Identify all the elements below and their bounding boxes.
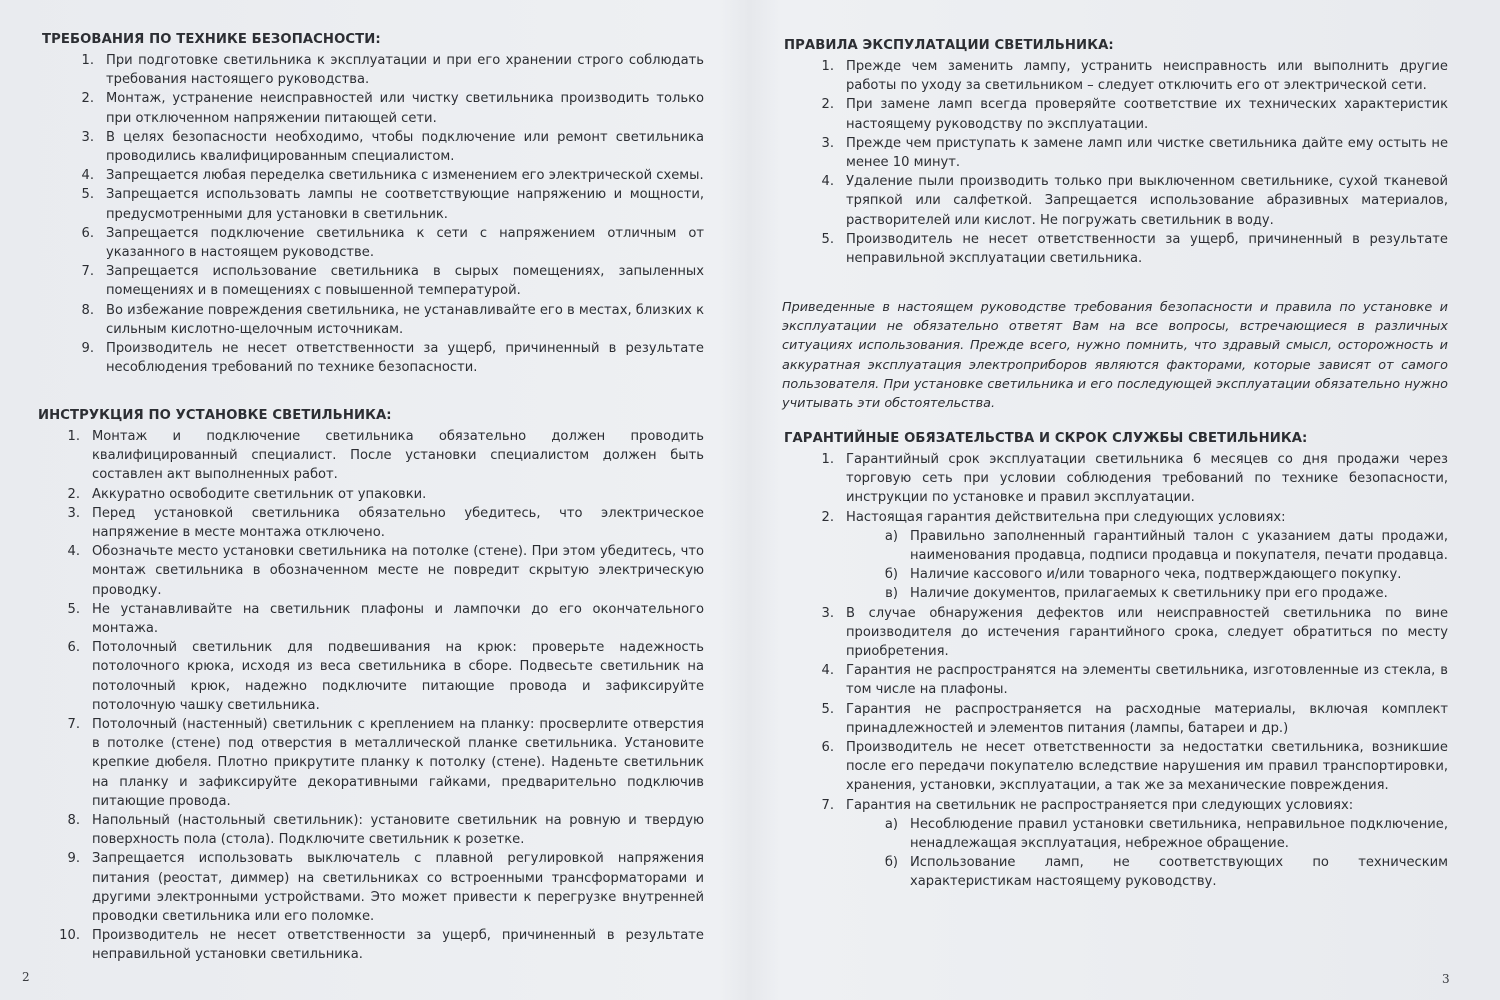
installation-item [36, 504, 704, 542]
warranty-exclusion-item [782, 853, 1448, 891]
list-item-text: Монтаж, устранение неисправностей или чистку светильника производить только при отключенном напряжении питающей сети. [106, 91, 704, 126]
safety-item [36, 224, 704, 262]
warranty-sub-list [782, 527, 1448, 604]
operation-list [782, 57, 1448, 268]
list-item-number: 5. [821, 701, 834, 717]
list-item-number: 5. [81, 187, 94, 203]
list-item-text: Потолочный светильник для подвешивания на крюк: проверьте надежность потолочного крюка, исходя из веса светильника в сборе. Подвесьте светильник на потолочный крюк, надежно подключите питающие провода и зафиксируйте потолочную чашку светильника. [92, 640, 704, 713]
installation-item [36, 926, 704, 964]
note-section [782, 298, 1448, 413]
list-item-number: 8. [81, 302, 94, 318]
installation-item [36, 811, 704, 849]
list-item-text: Запрещается использование светильника в сырых помещениях, запыленных помещениях и в помещениях с повышенной температурой. [106, 264, 704, 299]
list-item-number: 3. [821, 135, 834, 151]
note-paragraph: Приведенные в настоящем руководстве требования безопасности и правила по установке и эксплуатации не обязательно ответят Вам на все вопросы, встречающиеся в различных ситуациях использования. Прежде всего, нужно помнить, что здравый смысл, осторожность и аккуратная эксплуатация электроприборов являются факторами, которые зависят от самого пользователя. При установке светильника и его последующей эксплуатации обязательно нужно учитывать эти обстоятельства. [782, 300, 1448, 412]
warranty-condition-item [782, 527, 1448, 565]
list-item-text: Несоблюдение правил установки светильника, неправильное подключение, ненадлежащая эксплуатация, небрежное обращение. [910, 816, 1448, 852]
warranty-title: ГАРАНТИЙНЫЕ ОБЯЗАТЕЛЬСТВА И СКРОК СЛУЖБЫ СВЕТИЛЬНИКА: [784, 431, 1308, 446]
safety-item [36, 89, 704, 127]
warranty-item [782, 508, 1448, 527]
warranty-item [782, 796, 1448, 815]
list-item-text: Производитель не несет ответственности за ущерб, причиненный в результате неправильной установки светильника. [92, 928, 704, 963]
list-item-text: Запрещается использовать лампы не соответствующие напряжению и мощности, предусмотренными для установки в светильник. [106, 187, 704, 222]
list-item-number: 1. [821, 452, 834, 467]
installation-section [36, 408, 704, 965]
safety-list [36, 51, 704, 377]
list-item-text: Во избежание повреждения светильника, не устанавливайте его в местах, близких к сильным кислотно-щелочным источникам. [106, 302, 704, 337]
list-item-text: Запрещается использовать выключатель с плавной регулировкой напряжения питания (реостат, диммер) на светильниках со встроенными трансформаторами и другими электронными устройствами. Это может привести к перегрузке внутренней проводки светильника или его поломке. [92, 851, 704, 925]
list-item-number: 1. [67, 429, 80, 444]
installation-title: ИНСТРУКЦИЯ ПО УСТАНОВКЕ СВЕТИЛЬНИКА: [38, 408, 392, 423]
list-item-number: 3. [81, 129, 94, 145]
safety-item [36, 185, 704, 223]
warranty-item [782, 738, 1448, 796]
safety-item [36, 166, 704, 185]
installation-item [36, 715, 704, 811]
list-item-number: а) [884, 528, 898, 544]
list-item-text: В случае обнаружения дефектов или неисправностей светильника по вине производителя до истечения гарантийного срока, следует обратиться по месту приобретения. [846, 605, 1448, 660]
installation-item [36, 542, 704, 600]
list-item-text: Прежде чем приступать к замене ламп или чистке светильника дайте ему остыть не менее 10 минут. [846, 135, 1448, 171]
warranty-item [782, 604, 1448, 662]
list-item-text: Не устанавливайте на светильник плафоны и лампочки до его окончательного монтажа. [92, 601, 704, 637]
list-item-text: Монтаж и подключение светильника обязательно должен проводить квалифицированный специалист. После установки специалистом должен быть составлен акт выполненных работ. [92, 429, 704, 483]
list-item-text: В целях безопасности необходимо, чтобы подключение или ремонт светильника проводились квалифицированным специалистом. [106, 129, 704, 165]
list-item-number: 6. [67, 640, 80, 656]
list-item-number: 7. [81, 264, 94, 280]
installation-item [36, 427, 704, 485]
list-item-number: 2. [821, 97, 834, 113]
warranty-item [782, 450, 1448, 508]
warranty-item [782, 661, 1448, 699]
list-item-text: Запрещается любая переделка светильника с изменением его электрической схемы. [106, 168, 704, 184]
list-item-number: 9. [67, 851, 80, 867]
warranty-section [782, 431, 1448, 892]
list-item-number: 1. [821, 59, 834, 74]
operation-section [782, 38, 1448, 268]
list-item-number: б) [884, 567, 898, 583]
list-item-text: Настоящая гарантия действительна при следующих условиях: [846, 509, 1286, 525]
list-item-text: Потолочный (настенный) светильник с креплением на планку: просверлите отверстия в потолке (стене) под отверстия в металлической планке светильника. Установите крепкие дюбеля. Плотно прикрутите планку к потолку (стене). Наденьте светильник на планку и зафиксируйте декоративными гайками, предварительно подключив питающие провода. [92, 717, 704, 809]
list-item-number: 6. [821, 740, 834, 756]
safety-item [36, 128, 704, 166]
safety-section [36, 32, 704, 377]
list-item-number: 7. [67, 717, 80, 733]
safety-item [36, 51, 704, 89]
installation-item [36, 600, 704, 638]
list-item-text: Наличие кассового и/или товарного чека, подтверждающего покупку. [910, 567, 1402, 583]
warranty-list [782, 450, 1448, 892]
list-item-number: 5. [67, 601, 80, 617]
list-item-number: 8. [67, 813, 80, 829]
list-item-text: Перед установкой светильника обязательно убедитесь, что электрическое напряжение в месте монтажа отключено. [92, 505, 704, 541]
list-item-text: Напольный (настольный светильник): установите светильник на ровную и твердую поверхность пола (стола). Подключите светильник к розетке. [92, 813, 704, 848]
safety-item [36, 301, 704, 339]
operation-item [782, 230, 1448, 268]
list-item-text: Гарантийный срок эксплуатации светильника 6 месяцев со дня продажи через торговую сеть при условии соблюдения требований по технике безопасности, инструкции по установке и правил эксплуатации. [846, 452, 1448, 506]
installation-item [36, 638, 704, 715]
page-number-left: 2 [22, 970, 30, 984]
operation-item [782, 172, 1448, 230]
list-item-number: 4. [67, 544, 80, 560]
list-item-number: 2. [821, 509, 834, 525]
list-item-text: Аккуратно освободите светильник от упаковки. [92, 486, 427, 502]
installation-item [36, 849, 704, 926]
list-item-text: Запрещается подключение светильника к сети с напряжением отличным от указанного в настоящем руководстве. [106, 225, 704, 261]
list-item-text: Производитель не несет ответственности за недостатки светильника, возникшие после его передачи покупателю вследствие нарушения им правил транспортировки, хранения, установки, эксплуатации, а так же за механические повреждения. [846, 740, 1448, 794]
list-item-text: Гарантия не распространятся на элементы светильника, изготовленные из стекла, в том числе на плафоны. [846, 663, 1448, 698]
list-item-number: 5. [821, 231, 834, 247]
list-item-number: в) [885, 586, 898, 602]
list-item-text: Прежде чем заменить лампу, устранить неисправность или выполнить другие работы по уходу за светильником – следует отключить его от электрической сети. [846, 59, 1448, 94]
list-item-text: Гарантия на светильник не распространяется при следующих условиях: [846, 797, 1354, 813]
list-item-number: 3. [821, 605, 834, 621]
list-item-text: Правильно заполненный гарантийный талон с указанием даты продажи, наименования продавца, подписи продавца и покупателя, печати продавца. [910, 528, 1448, 564]
page-number-right: 3 [1442, 972, 1450, 986]
list-item-number: б) [884, 855, 898, 871]
warranty-condition-item [782, 565, 1448, 584]
list-item-text: Удаление пыли производить только при выключенном светильнике, сухой тканевой тряпкой или салфеткой. Запрещается использование абразивных материалов, растворителей или кислот. Не погружать светильник в воду. [846, 174, 1448, 228]
list-item-text: Наличие документов, прилагаемых к светильнику при его продаже. [910, 586, 1388, 602]
safety-title: ТРЕБОВАНИЯ ПО ТЕХНИКЕ БЕЗОПАСНОСТИ: [42, 32, 381, 47]
safety-item [36, 339, 704, 377]
operation-item [782, 95, 1448, 133]
list-item-number: 2. [81, 91, 94, 107]
list-item-number: 2. [67, 486, 80, 502]
operation-item [782, 57, 1448, 95]
warranty-item [782, 700, 1448, 738]
warranty-exclusion-item [782, 815, 1448, 853]
list-item-number: 4. [821, 174, 834, 190]
warranty-condition-item [782, 584, 1448, 603]
list-item-number: 7. [821, 797, 834, 813]
safety-item [36, 262, 704, 300]
list-item-text: Гарантия не распространяется на расходные материалы, включая комплект принадлежностей и элементов питания (лампы, батареи и др.) [846, 701, 1448, 736]
list-item-number: 9. [81, 341, 94, 357]
list-item-text: Обозначьте место установки светильника на потолке (стене). При этом убедитесь, что монтаж светильника в обозначенном месте не повредит скрытую электрическую проводку. [92, 544, 704, 598]
list-item-number: а) [884, 816, 898, 832]
list-item-number: 1. [81, 53, 94, 68]
operation-item [782, 134, 1448, 172]
installation-list [36, 427, 704, 965]
list-item-number: 3. [67, 505, 80, 521]
operation-title: ПРАВИЛА ЭКСПУЛАТАЦИИ СВЕТИЛЬНИКА: [784, 38, 1114, 53]
list-item-number: 10. [59, 928, 80, 944]
list-item-number: 6. [81, 225, 94, 241]
installation-item [36, 485, 704, 504]
list-item-number: 4. [821, 663, 834, 679]
list-item-number: 4. [81, 168, 94, 184]
list-item-text: Производитель не несет ответственности за ущерб, причиненный в результате несоблюдения требований по технике безопасности. [106, 341, 704, 376]
warranty-sub-list [782, 815, 1448, 892]
list-item-text: При замене ламп всегда проверяйте соответствие их технических характеристик настоящему руководству по эксплуатации. [846, 97, 1448, 132]
list-item-text: Производитель не несет ответственности за ущерб, причиненный в результате неправильной эксплуатации светильника. [846, 231, 1448, 267]
list-item-text: При подготовке светильника к эксплуатации и при его хранении строго соблюдать требования настоящего руководства. [106, 53, 704, 88]
list-item-text: Использование ламп, не соответствующих по техническим характеристикам настоящему руководству. [910, 855, 1448, 890]
